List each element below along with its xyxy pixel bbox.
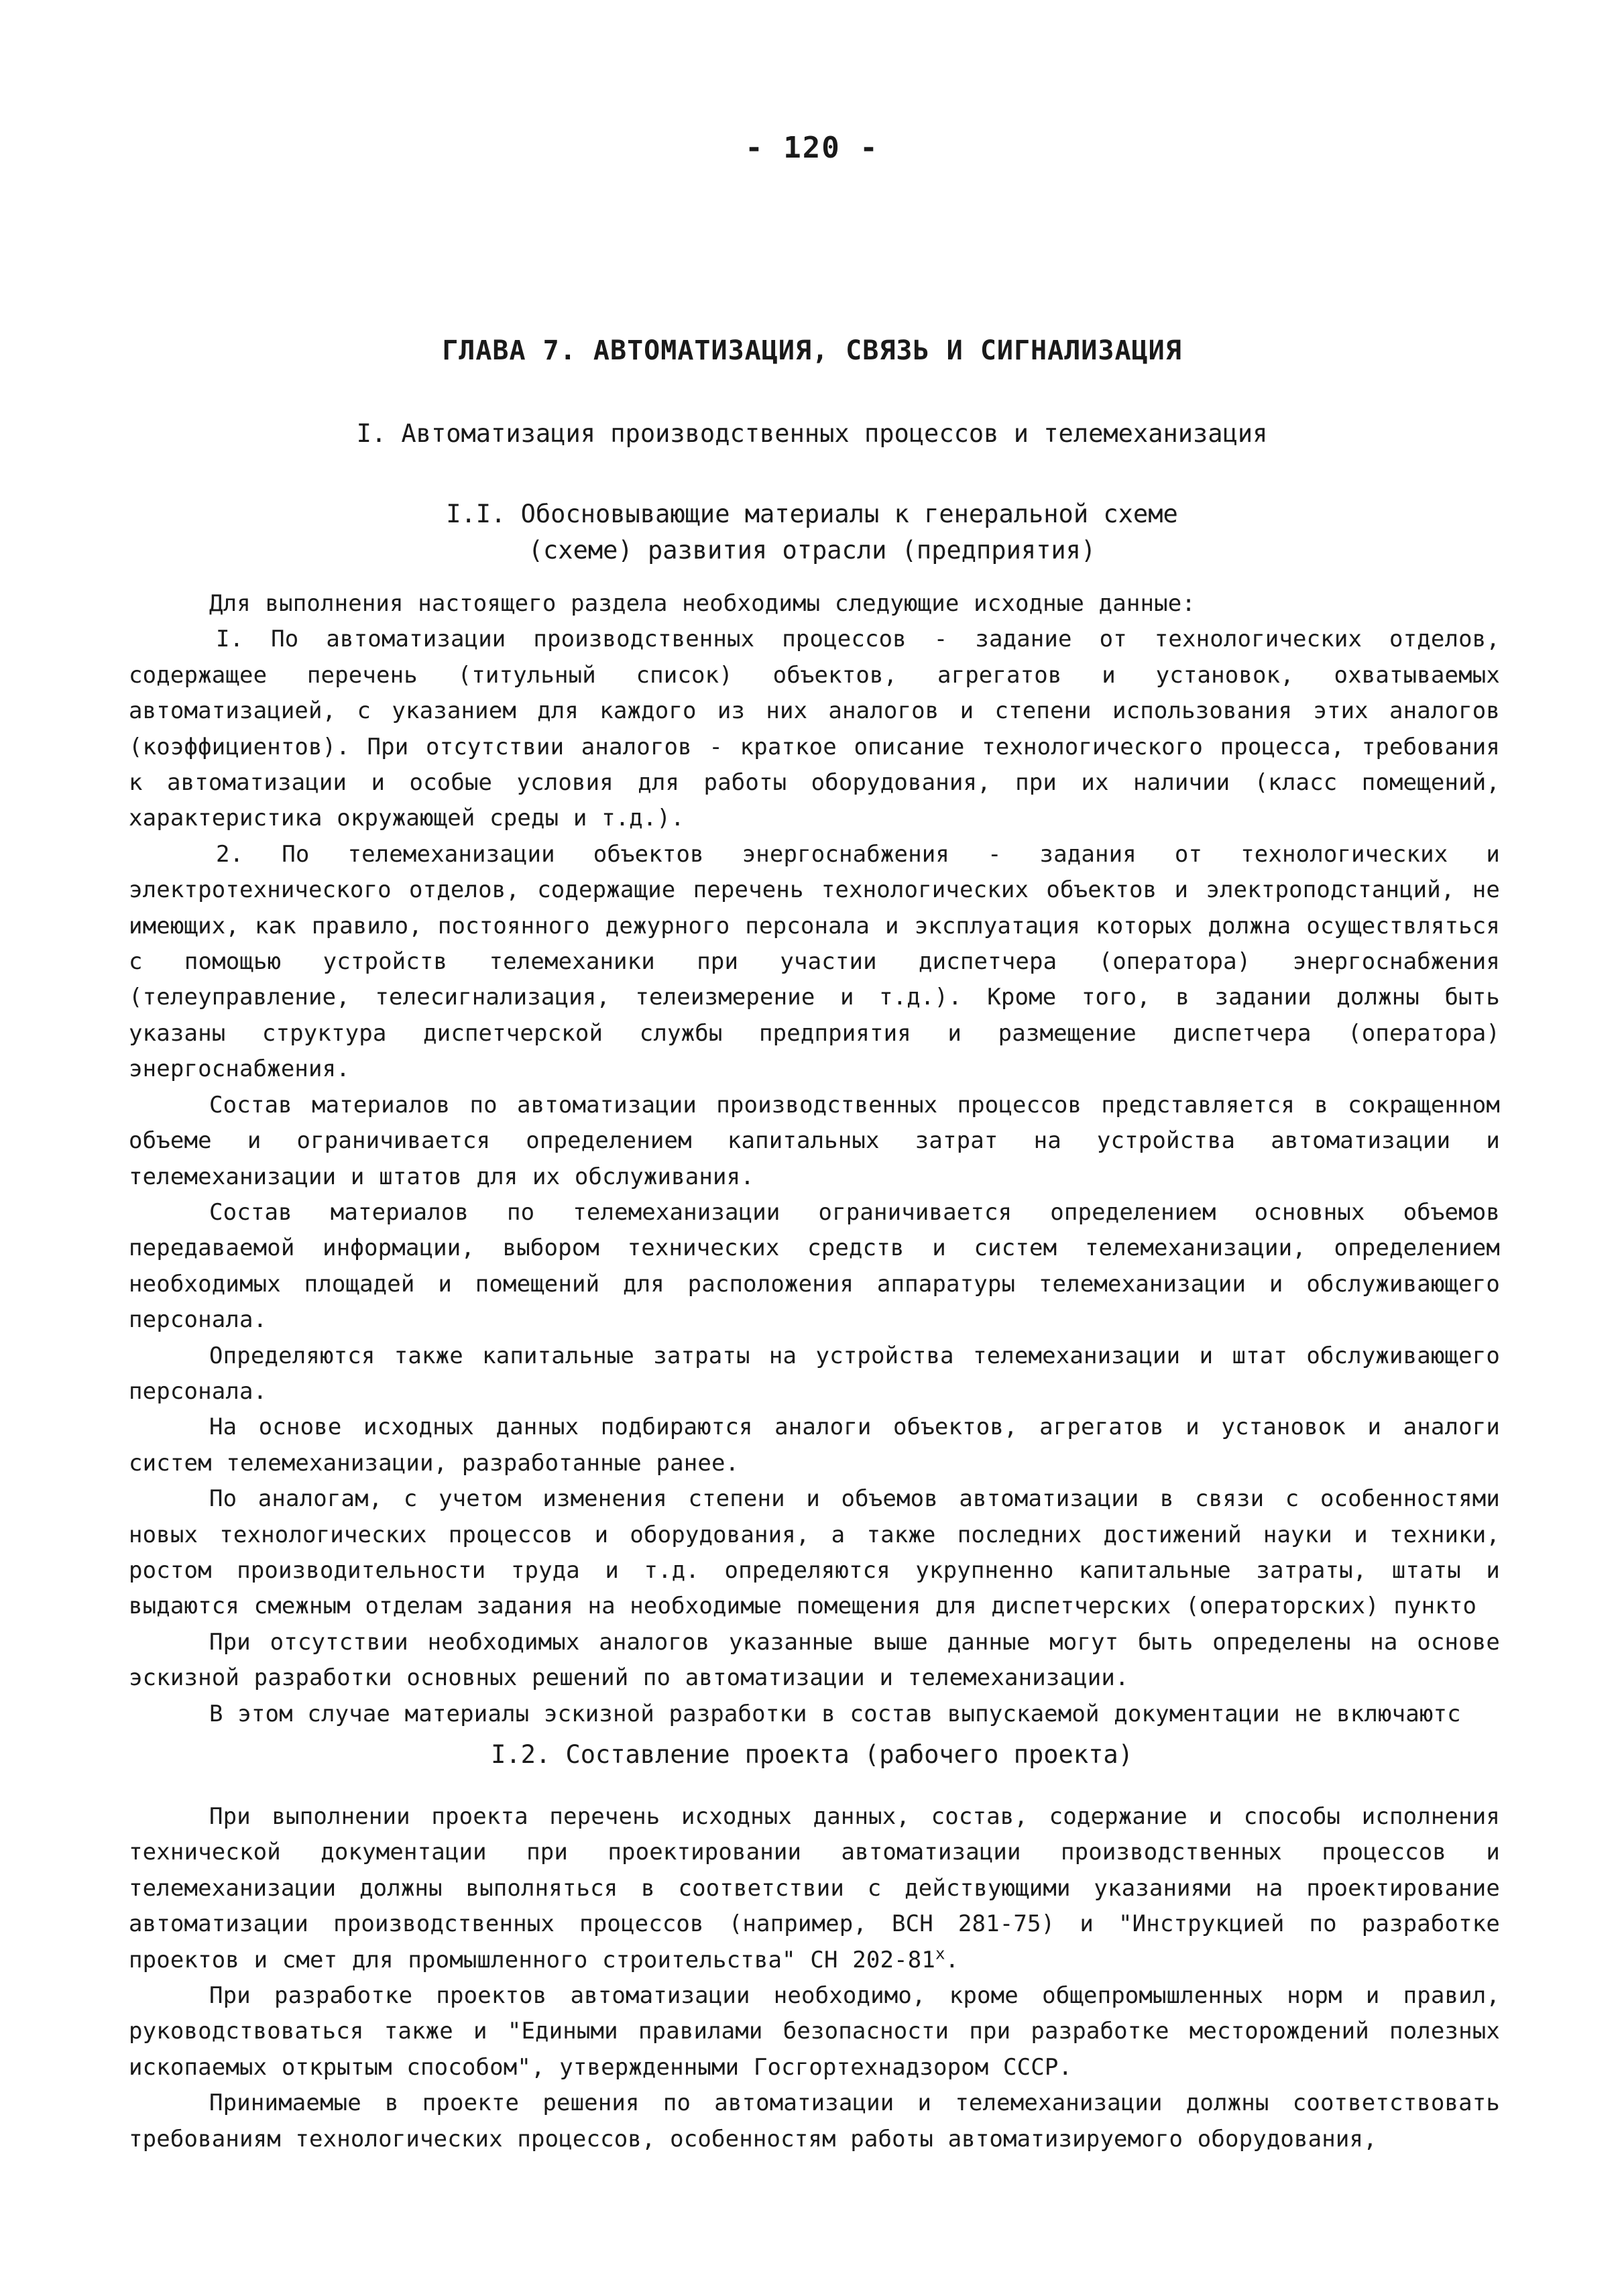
subsection-1-1-body [129, 586, 1500, 1732]
paragraph: Состав материалов по автоматизации производственных процессов представляется в сокращенном объеме и ограничивается определением капитальных затрат на устройства автоматизации и телемеханизации и штатов для их обслуживания. [129, 1091, 1500, 1190]
paragraph: В этом случае материалы эскизной разработки в состав выпускаемой документации не включаютс [209, 1700, 1461, 1727]
paragraph: По аналогам, с учетом изменения степени и объемов автоматизации в связи с особенностями новых технологических процессов и оборудования, а также последних достижений науки и техники, ростом производительности труда и т.д. определяются укрупненно капитальные затраты, штаты и выдаются смежным отделам задания на необходимые помещения для диспетчерских (операторских) пункто [129, 1485, 1500, 1620]
subsection-1-1-title [0, 496, 1624, 569]
paragraph: Определяются также капитальные затраты на устройства телемеханизации и штат обслуживающего персонала. [129, 1342, 1500, 1405]
paragraph: При разработке проектов автоматизации необходимо, кроме общепромышленных норм и правил, руководствоваться также и "Едиными правилами безопасности при разработке месторождений полезных ископаемых открытым способом", утвержденными Госгортехнадзором СССР. [129, 1982, 1500, 2081]
subsection-1-2-body [129, 1799, 1500, 2157]
paragraph: Для выполнения настоящего раздела необходимы следующие исходные данные: [209, 590, 1196, 617]
subsection-1-1-title-line2: (схеме) развития отрасли (предприятия) [528, 536, 1096, 565]
paragraph: I. По автоматизации производственных процессов - задание от технологических отделов, содержащее перечень (титульный список) объектов, агрегатов и установок, охватываемых автоматизацией, с указанием для каждого из них аналогов и степени использования этих аналогов (коэффициентов). При отсутствии аналогов - краткое описание технологического процесса, требования к автоматизации и особые условия для работы оборудования, при их наличии (класс помещений, характеристика окружающей среды и т.д.). [129, 626, 1500, 832]
page-number: - 120 - [745, 131, 879, 165]
paragraph: Принимаемые в проекте решения по автоматизации и телемеханизации должны соответствовать требованиям технологических процессов, особенностям работы автоматизируемого оборудования, [129, 2089, 1500, 2152]
paragraph: На основе исходных данных подбираются аналоги объектов, агрегатов и установок и аналоги систем телемеханизации, разработанные ранее. [129, 1414, 1500, 1477]
section-title: I. Автоматизация производственных процессов и телемеханизация [356, 419, 1268, 448]
subsection-1-1-title-line1: I.I. Обосновывающие материалы к генеральной схеме [446, 500, 1178, 528]
paragraph: 2. По телемеханизации объектов энергоснабжения - задания от технологических и электротехнического отделов, содержащие перечень технологических объектов и электроподстанций, не имеющих, как правило, постоянного дежурного персонала и эксплуатация которых должна осуществляться с помощью устройств телемеханики при участии диспетчера (оператора) энергоснабжения (телеуправление, телесигнализация, телеизмерение и т.д.). Кроме того, в задании должны быть указаны структура диспетчерской службы предприятия и размещение диспетчера (оператора) энергоснабжения. [129, 840, 1500, 1083]
paragraph: Состав материалов по телемеханизации ограничивается определением основных объемов передаваемой информации, выбором технических средств и систем телемеханизации, определением необходимых площадей и помещений для расположения аппаратуры телемеханизации и обслуживающего персонала. [129, 1198, 1500, 1334]
footnote-mark: х [935, 1944, 945, 1963]
chapter-title: ГЛАВА 7. АВТОМАТИЗАЦИЯ, СВЯЗЬ И СИГНАЛИЗАЦИЯ [442, 335, 1182, 366]
paragraph-with-footnote: При выполнении проекта перечень исходных данных, состав, содержание и способы исполнения технической документации при проектировании автоматизации производственных процессов и телемеханизации должны выполняться в соответствии с действующими указаниями на проектирование автоматизации производственных процессов (например, ВСН 281-75) и "Инструкцией по разработке проектов и смет для промышленного строительства" СН $202-81^х$. [129, 1803, 1500, 1973]
subsection-1-2-title: I.2. Составление проекта (рабочего проекта) [491, 1740, 1133, 1769]
paragraph: При отсутствии необходимых аналогов указанные выше данные могут быть определены на основе эскизной разработки основных решений по автоматизации и телемеханизации. [129, 1628, 1500, 1692]
paragraph-text: При выполнении проекта перечень исходных данных, состав, содержание и способы исполнения технической документации при проектировании автоматизации производственных процессов и телемеханизации должны выполняться в соответствии с действующими указаниями на проектирование автоматизации производственных процессов (например, ВСН 281-75) и "Инструкцией по разработке проектов и смет для промышленного строительства" СН 202-81 [129, 1803, 1500, 1973]
